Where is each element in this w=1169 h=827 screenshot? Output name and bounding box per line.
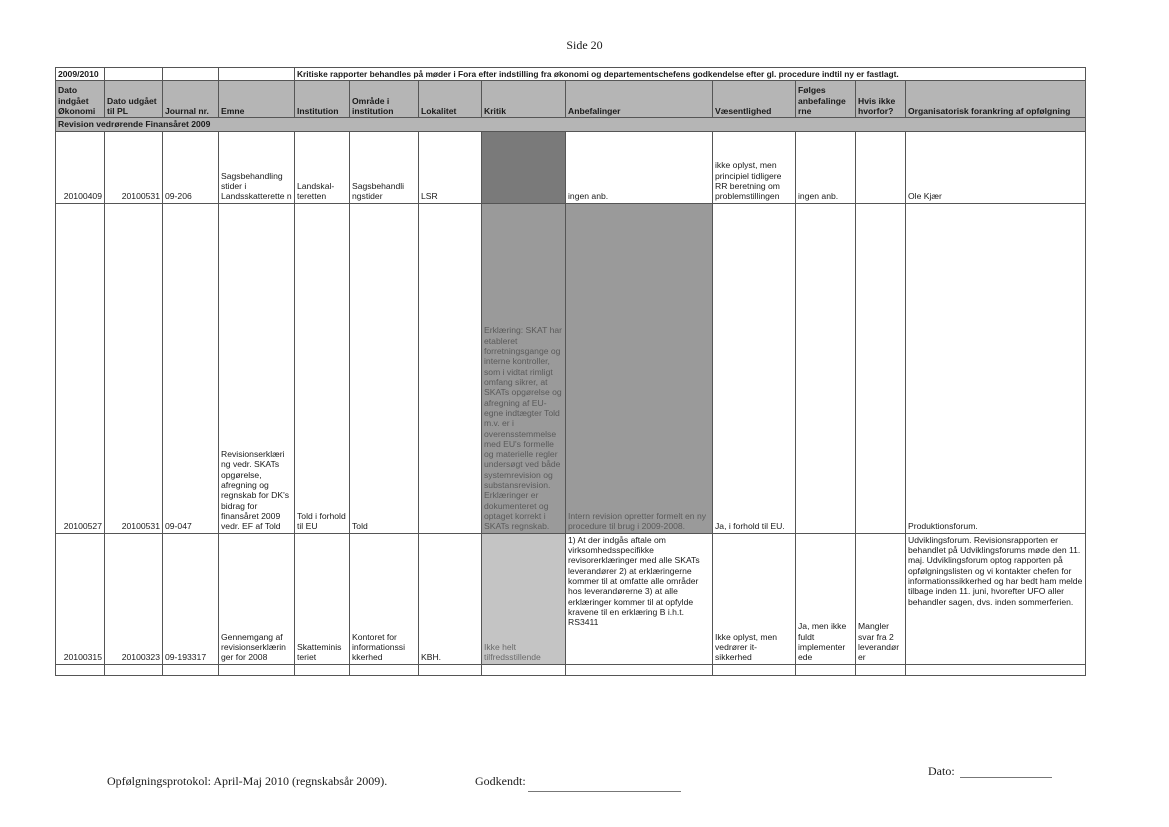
col-header: Emne [219,81,295,118]
col-header: Anbefalinger [566,81,713,118]
cell-significance: ikke oplyst, men principiel tidligere RR beretning om problemstillingen [713,131,796,203]
cell-date-economy: 20100315 [56,533,105,664]
cell-recommendations: ingen anb. [566,131,713,203]
col-header: Væsentlighed [713,81,796,118]
approved-label: Godkendt: [475,774,526,788]
cell-location [419,203,482,533]
cell-significance: Ikke oplyst, men vedrører it-sikkerhed [713,533,796,664]
section-row [56,118,1086,131]
protocol-footer: Opfølgningsprotokol: April-Maj 2010 (regnskabsår 2009). [107,774,388,788]
cell-subject: Sagsbehandling stider i Landsskatterette n [219,131,295,203]
cell-if-not [856,131,906,203]
cell-criticism: Erklæring: SKAT har etableret forretningsgange og interne kontroller, som i vidtat rimligt omfang sikrer, at SKATs opgørelse og afregning af EU-egne indtægter Told m.v. er i overensstemmelse med EU's formelle og materielle regler undersøgt ved både systemrevision og substansrevision. Erklæringer er dokumenteret og optaget korrekt i SKATs regnskab. [482,203,566,533]
cell-recommendations: 1) At der indgås aftale om virksomhedsspecifikke revisorerklæringer med alle SKATs leverandører 2) at erklæringerne kommer til at omfatte alle områder hos leverandørerne 3) at alle erklæringer kommer til at opfylde kravene til en erklæring B i.h.t. RS3411 [566,533,713,664]
cell-if-not: Mangler svar fra 2 leverandør er [856,533,906,664]
cell-institution: Landskal- teretten [295,131,350,203]
cell-location: KBH. [419,533,482,664]
col-header: Journal nr. [163,81,219,118]
col-header: Dato udgået til PL [105,81,163,118]
col-header: Organisatorisk forankring af opfølgning [906,81,1086,118]
table-row [56,533,1086,664]
section-title: Revision vedrørende Finansåret 2009 [56,118,1086,131]
cell-institution: Skatteminis teriet [295,533,350,664]
cell-journal: 09-206 [163,131,219,203]
table-title: Kritiske rapporter behandles på møder i Fora efter indstilling fra økonomi og departementschefens godkendelse efter gl. procedure indtil ny er fastlagt. [295,68,1086,81]
date-label: Dato: [928,764,955,778]
cell-date-pl: 20100531 [105,203,163,533]
cell-anchoring: Ole Kjær [906,131,1086,203]
page-number: Side 20 [566,38,603,52]
cell-journal: 09-193317 [163,533,219,664]
cell-followed: ingen anb. [796,131,856,203]
table-row [56,131,1086,203]
cell-journal: 09-047 [163,203,219,533]
cell-date-economy: 20100409 [56,131,105,203]
cell-subject: Revisionserklæri ng vedr. SKATs opgørelse, afregning og regnskab for DK's bidrag for finansåret 2009 vedr. EF af Told [219,203,295,533]
col-header: Institution [295,81,350,118]
col-header: Område i institution [350,81,419,118]
follow-up-table [55,67,1086,676]
cell-followed [796,203,856,533]
cell-anchoring: Produktionsforum. [906,203,1086,533]
cell-date-pl: 20100531 [105,131,163,203]
cell-if-not [856,203,906,533]
cell-criticism [482,131,566,203]
cell-criticism: Ikke helt tilfredsstillende [482,533,566,664]
cell-date-economy: 20100527 [56,203,105,533]
date-signature-line [960,777,1052,778]
cell-area: Sagsbehandli ngstider [350,131,419,203]
col-header: Lokalitet [419,81,482,118]
cell-institution: Told i forhold til EU [295,203,350,533]
cell-significance: Ja, i forhold til EU. [713,203,796,533]
cell-location: LSR [419,131,482,203]
year-cell: 2009/2010 [56,68,105,81]
col-header: Dato indgået Økonomi [56,81,105,118]
cell-area: Kontoret for informationssi kkerhed [350,533,419,664]
cell-recommendations: Intern revision opretter formelt en ny procedure til brug i 2009-2008. [566,203,713,533]
cell-area: Told [350,203,419,533]
col-header: Følges anbefalinge rne [796,81,856,118]
cell-subject: Gennemgang af revisionserklærin ger for 2008 [219,533,295,664]
header-row [56,81,1086,118]
col-header: Kritik [482,81,566,118]
cell-date-pl: 20100323 [105,533,163,664]
year-row [56,68,1086,81]
col-header: Hvis ikke hvorfor? [856,81,906,118]
empty-row [56,664,1086,675]
cell-anchoring: Udviklingsforum. Revisionsrapporten er behandlet på Udviklingsforums møde den 11. maj. Udviklingsforum optog rapporten på opfølgningslisten og vi kontakter chefen for informationssikkerhed og har bedt ham melde tilbage inden 11. juni, hvorefter UFO aller behandler sagen, dvs. inden sommerferien. [906,533,1086,664]
table-row [56,203,1086,533]
cell-followed: Ja, men ikke fuldt implementer ede [796,533,856,664]
approved-signature-line [528,791,681,792]
